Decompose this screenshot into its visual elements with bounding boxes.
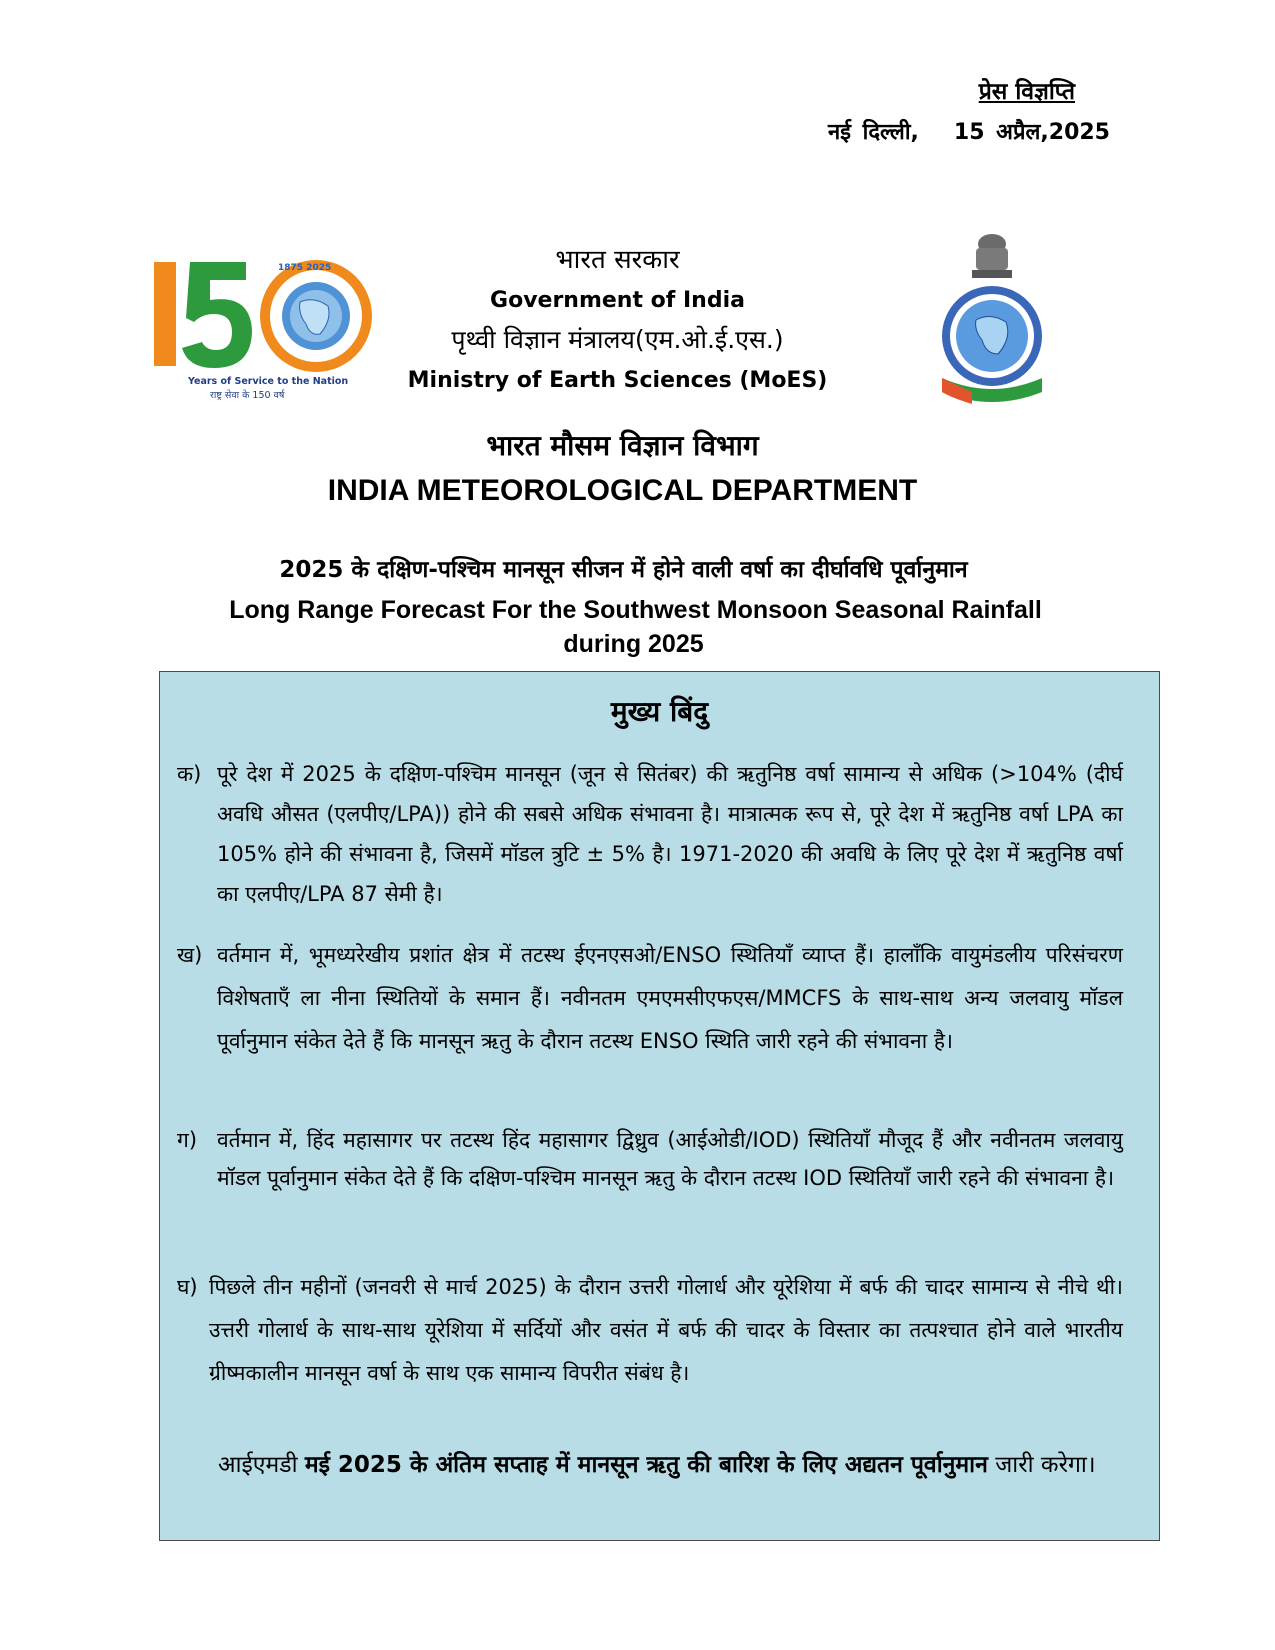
imd-emblem-logo: [932, 230, 1052, 410]
logo-tagline-hi: राष्ट्र सेवा के 150 वर्ष: [210, 390, 285, 401]
highlight-text: पिछले तीन महीनों (जनवरी से मार्च 2025) के दौरान उत्तरी गोलार्ध और यूरेशिया में बर्फ की चादर सामान्य से नीचे थी। उत्तरी गोलार्ध के साथ-साथ यूरेशिया में सर्दियों और वसंत में बर्फ की चादर के विस्तार का तत्पश्चात होने वाले भारतीय ग्रीष्मकालीन मानसून वर्षा के साथ एक सामान्य विपरीत संबंध है।: [209, 1275, 1123, 1385]
highlight-item-b: [177, 934, 1123, 1063]
highlight-marker: घ): [177, 1275, 198, 1299]
highlight-marker: क): [177, 762, 202, 786]
highlight-item-a: [177, 754, 1123, 914]
highlight-text: पूरे देश में 2025 के दक्षिण-पश्चिम मानसून (जून से सितंबर) की ऋतुनिष्ठ वर्षा सामान्य से अधिक (>104% (दीर्घ अवधि औसत (एलपीए/LPA)) होने की सबसे अधिक संभावना है। मात्रात्मक रूप से, पूरे देश में ऋतुनिष्ठ वर्षा LPA का 105% होने की संभावना है, जिसमें मॉडल त्रुटि ± 5% है। 1971-2020 की अवधि के लिए पूरे देश में ऋतुनिष्ठ वर्षा का एलपीए/LPA 87 सेमी है।: [217, 762, 1123, 906]
forecast-heading-english-line2: during 2025: [563, 630, 704, 658]
highlight-marker: ख): [177, 943, 203, 967]
highlight-marker: ग): [177, 1128, 198, 1152]
press-release-title: प्रेस विज्ञप्ति: [978, 79, 1075, 105]
ministry-hindi: पृथ्वी विज्ञान मंत्रालय(एम.ओ.ई.एस.): [451, 325, 784, 354]
forecast-heading-hindi: 2025 के दक्षिण-पश्चिम मानसून सीजन में होने वाली वर्षा का दीर्घावधि पूर्वानुमान: [279, 557, 968, 583]
department-hindi: भारत मौसम विज्ञान विभाग: [486, 429, 759, 462]
highlight-item-d: [177, 1266, 1123, 1395]
closing-prefix: आईएमडी: [218, 1452, 298, 1478]
government-english: Government of India: [490, 288, 745, 313]
press-release-dateline: [828, 116, 1110, 146]
highlight-text: वर्तमान में, भूमध्यरेखीय प्रशांत क्षेत्र में तटस्थ ईएनएसओ/ENSO स्थितियाँ व्याप्त हैं। हालाँकि वायुमंडलीय परिसंचरण विशेषताएँ ला नीना स्थितियों के समान हैं। नवीनतम एमएमसीएफएस/MMCFS के साथ-साथ अन्य जलवायु मॉडल पूर्वानुमान संकेत देते हैं कि मानसून ऋतु के दौरान तटस्थ ENSO स्थिति जारी रहने की संभावना है।: [217, 943, 1123, 1053]
forecast-heading-english-line1: Long Range Forecast For the Southwest Monsoon Seasonal Rainfall: [229, 596, 1042, 624]
highlight-text: वर्तमान में, हिंद महासागर पर तटस्थ हिंद महासागर द्विध्रुव (आईओडी/IOD) स्थितियाँ मौजूद हैं और नवीनतम जलवायु मॉडल पूर्वानुमान संकेत देते हैं कि दक्षिण-पश्चिम मानसून ऋतु के दौरान तटस्थ IOD स्थितियाँ जारी रहने की संभावना है।: [217, 1128, 1123, 1190]
highlights-box: [159, 671, 1160, 1541]
logo-tagline-en: Years of Service to the Nation: [188, 376, 349, 387]
logo-years-text: 1875 2025: [278, 263, 332, 273]
ministry-english: Ministry of Earth Sciences (MoES): [407, 368, 828, 393]
closing-suffix: जारी करेगा।: [995, 1452, 1096, 1478]
government-hindi: भारत सरकार: [555, 245, 680, 275]
closing-bold: मई 2025 के अंतिम सप्ताह में मानसून ऋतु की बारिश के लिए अद्यतन पूर्वानुमान: [304, 1452, 988, 1478]
department-english: INDIA METEOROLOGICAL DEPARTMENT: [327, 474, 918, 507]
press-release-place: नई दिल्ली,: [827, 120, 919, 145]
ashoka-emblem-and-seal-icon: [932, 230, 1052, 410]
press-release-date: 15 अप्रैल,2025: [953, 120, 1110, 145]
highlights-title: मुख्य बिंदु: [610, 695, 709, 728]
highlight-item-c: [177, 1121, 1123, 1197]
closing-note: [218, 1442, 1123, 1488]
